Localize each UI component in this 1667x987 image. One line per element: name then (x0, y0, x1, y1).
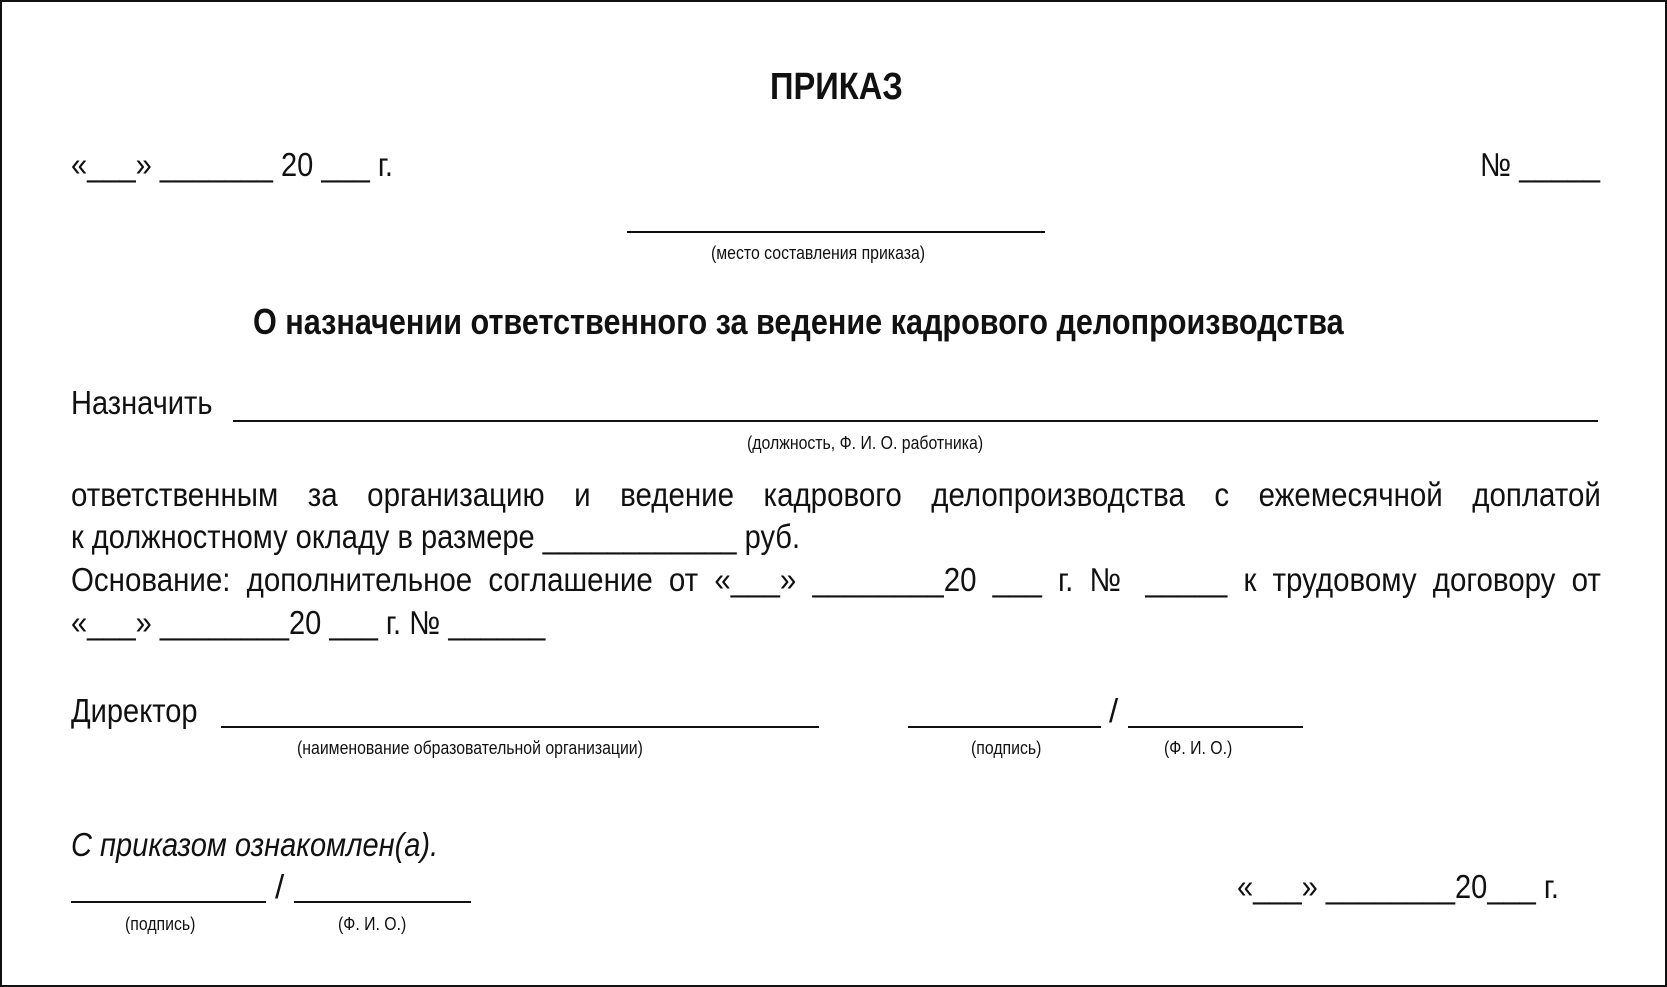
acknowledgement-text: С приказом ознакомлен(а). (71, 826, 439, 863)
form-title: ПРИКАЗ (770, 66, 903, 108)
place-caption: (место составления приказа) (711, 243, 926, 263)
body-line-2: к должностному окладу в размере ____________ руб. (71, 518, 801, 555)
director-caption-signature: (подпись) (971, 738, 1042, 758)
director-caption-name: (Ф. И. О.) (1164, 738, 1233, 758)
ack-slash: / (275, 868, 285, 905)
order-number-line: № _____ (1480, 146, 1600, 183)
body-line-4: «___» ________20 ___ г. № ______ (71, 604, 546, 641)
director-label: Директор (71, 692, 198, 729)
ack-name-underline (294, 901, 471, 903)
assign-caption: (должность, Ф. И. О. работника) (747, 433, 984, 453)
ack-date-line: «___» ________20___ г. (1237, 868, 1559, 905)
body-line-1: ответственным за организацию и ведение кадрового делопроизводства с ежемесячной доплатой (71, 476, 1601, 513)
ack-signature-underline (71, 901, 266, 903)
assign-label: Назначить (71, 384, 213, 421)
ack-caption-signature: (подпись) (125, 914, 196, 934)
director-caption-org: (наименование образовательной организации) (297, 738, 643, 758)
ack-caption-name: (Ф. И. О.) (338, 914, 407, 934)
assign-underline (233, 420, 1598, 422)
director-slash: / (1109, 692, 1119, 729)
director-name-underline (1128, 726, 1303, 728)
subject-heading: О назначении ответственного за ведение кадрового делопроизводства (253, 301, 1344, 342)
place-underline (627, 231, 1045, 233)
director-signature-underline (908, 726, 1101, 728)
body-line-3: Основание: дополнительное соглашение от «___» ________20 ___ г. № _____ к трудовому договору от (71, 561, 1601, 598)
date-line: «___» _______ 20 ___ г. (71, 146, 393, 183)
director-org-underline (221, 726, 819, 728)
